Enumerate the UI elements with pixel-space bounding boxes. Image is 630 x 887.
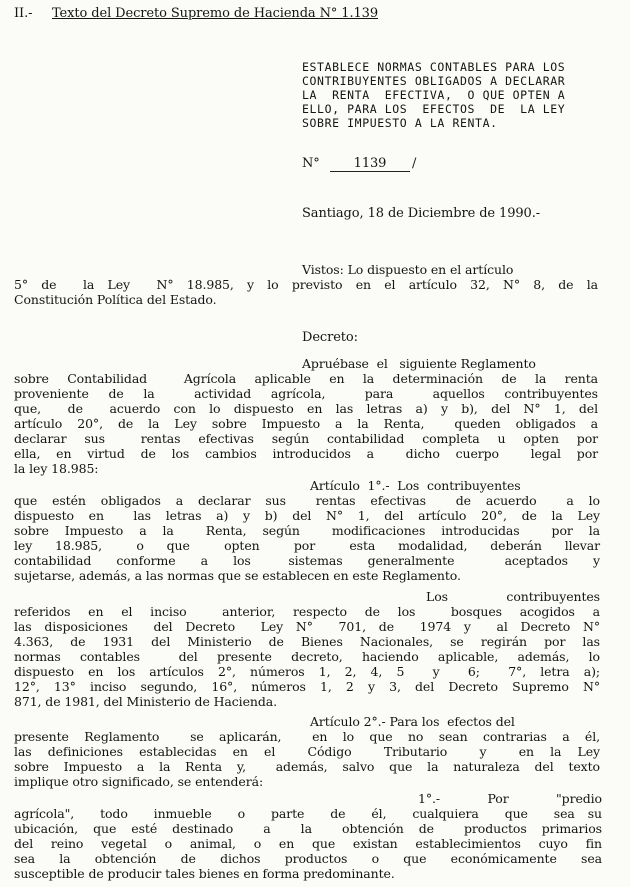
decreto-label: Decreto: (302, 330, 358, 345)
paragraph-line: proveniente de la actividad agrícola, para aquellos contribuyentes (14, 386, 598, 401)
paragraph-line: 871, de 1981, del Ministerio de Hacienda. (14, 694, 277, 709)
paragraph-line: ella, en virtud de los cambios introducidos a dicho cuerpo legal por (14, 446, 598, 461)
section-prefix: II.- (14, 6, 33, 21)
paragraph-line: artículo 20°, de la Ley sobre Impuesto a la Renta, queden obligados a (14, 416, 598, 431)
decree-number: 1139 (330, 156, 410, 172)
paragraph-line: normas contables del presente decreto, haciendo aplicable, además, lo (14, 649, 600, 664)
paragraph-line: dispuesto en los artículos 2°, números 1, 2, 4, 5 y 6; 7°, letra a); (14, 664, 600, 679)
place-date: Santiago, 18 de Diciembre de 1990.- (302, 206, 541, 221)
paragraph-line: Artículo 2°.- Para los efectos del (310, 714, 515, 729)
paragraph-line: contabilidad conforme a los sistemas generalmente aceptados y (14, 553, 600, 568)
paragraph-line: Los contribuyentes (426, 589, 600, 604)
summary-line: ESTABLECE NORMAS CONTABLES PARA LOS (302, 60, 566, 74)
paragraph-line: las definiciones establecidas en el Código Tributario y en la Ley (14, 744, 600, 759)
paragraph-line: implique otro significado, se entenderá: (14, 774, 264, 789)
paragraph-line: que, de acuerdo con lo dispuesto en las letras a) y b), del N° 1, del (14, 401, 598, 416)
paragraph-line: Vistos: Lo dispuesto en el artículo (302, 262, 514, 277)
paragraph-line: Constitución Política del Estado. (14, 292, 217, 307)
paragraph-line: agrícola", todo inmueble o parte de él, cualquiera que sea su (14, 806, 602, 821)
document-title: Texto del Decreto Supremo de Hacienda N° 1.139 (52, 6, 379, 21)
paragraph-line: Artículo 1°.- Los contribuyentes (310, 478, 521, 493)
paragraph-line: referidos en el inciso anterior, respecto de los bosques acogidos a (14, 604, 600, 619)
paragraph-line: la ley 18.985: (14, 461, 99, 476)
paragraph-line: las disposiciones del Decreto Ley N° 701, de 1974 y al Decreto N° (14, 619, 600, 634)
paragraph-line: 1°.- Por "predio (418, 791, 602, 806)
paragraph-line: sobre Impuesto a la Renta y, además, salvo que la naturaleza del texto (14, 759, 600, 774)
summary-line: LA RENTA EFECTIVA, O QUE OPTEN A (302, 88, 566, 102)
paragraph-line: del reino vegetal o animal, o en que existan establecimientos cuyo fin (14, 836, 602, 851)
summary-line: SOBRE IMPUESTO A LA RENTA. (302, 116, 498, 130)
paragraph-line: ubicación, que esté destinado a la obtención de productos primarios (14, 821, 602, 836)
paragraph-line: ley 18.985, o que opten por esta modalidad, deberán llevar (14, 538, 600, 553)
summary-line: CONTRIBUYENTES OBLIGADOS A DECLARAR (302, 74, 566, 88)
paragraph-line: dispuesto en las letras a) y b) del N° 1, del artículo 20°, de la Ley (14, 508, 600, 523)
paragraph-line: susceptible de producir tales bienes en forma predominante. (14, 866, 395, 881)
paragraph-line: declarar sus rentas efectivas según contabilidad completa u opten por (14, 431, 598, 446)
paragraph-line: presente Reglamento se aplicarán, en lo que no sean contrarias a él, (14, 729, 600, 744)
paragraph-line: 5° de la Ley N° 18.985, y lo previsto en el artículo 32, N° 8, de la (14, 277, 598, 292)
number-slash: / (412, 156, 417, 171)
paragraph-line: 12°, 13° inciso segundo, 16°, números 1, 2 y 3, del Decreto Supremo N° (14, 679, 600, 694)
paragraph-line: sujetarse, además, a las normas que se establecen en este Reglamento. (14, 568, 461, 583)
number-label: N° (302, 156, 320, 171)
paragraph-line: sobre Contabilidad Agrícola aplicable en la determinación de la renta (14, 371, 598, 386)
paragraph-line: sea la obtención de dichos productos o que económicamente sea (14, 851, 602, 866)
summary-line: ELLO, PARA LOS EFECTOS DE LA LEY (302, 102, 566, 116)
paragraph-line: 4.363, de 1931 del Ministerio de Bienes Nacionales, se regirán por las (14, 634, 600, 649)
paragraph-line: sobre Impuesto a la Renta, según modificaciones introducidas por la (14, 523, 600, 538)
paragraph-line: Apruébase el siguiente Reglamento (302, 356, 536, 371)
paragraph-line: que estén obligados a declarar sus rentas efectivas de acuerdo a lo (14, 493, 600, 508)
